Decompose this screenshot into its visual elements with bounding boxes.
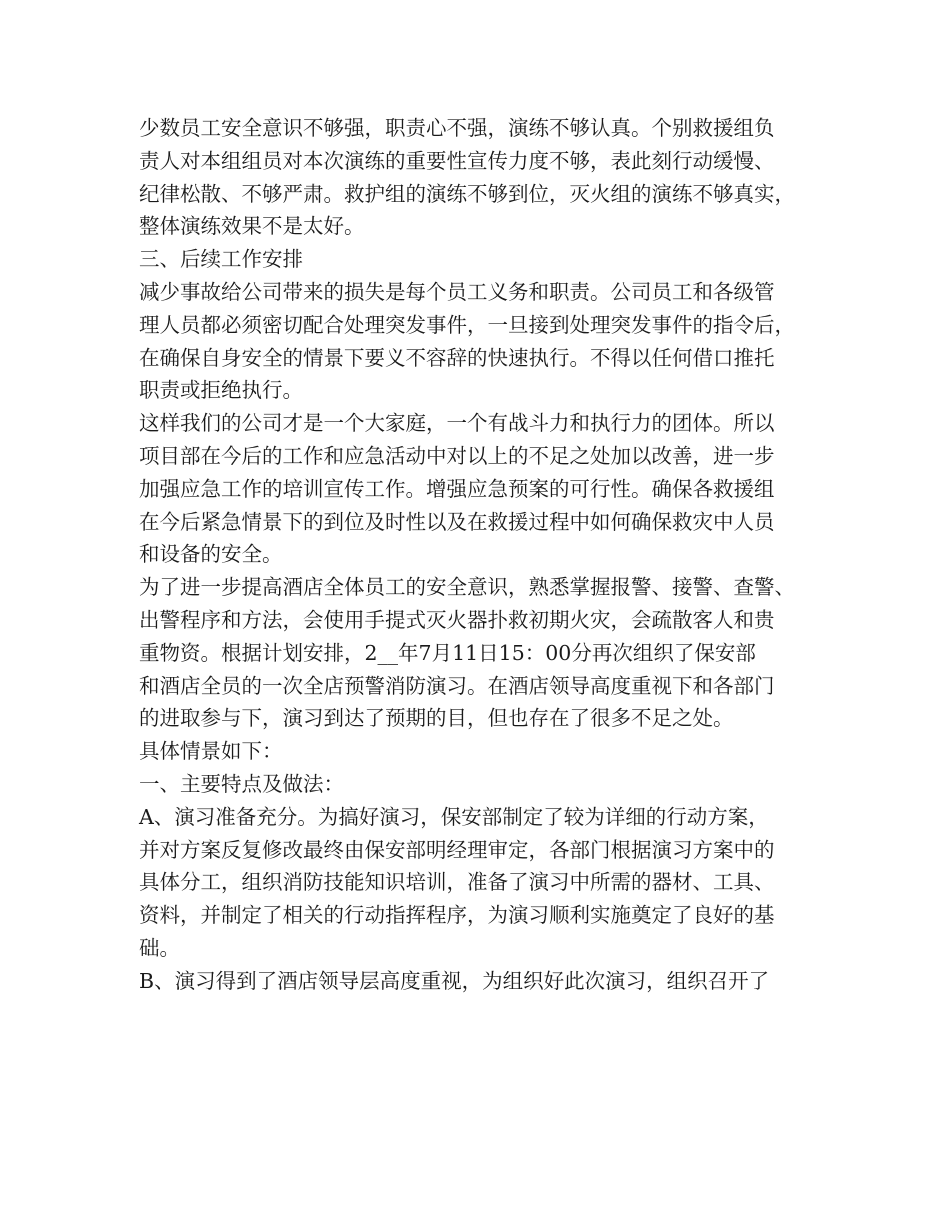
- text-line-22: A、演习准备充分。为搞好演习，保安部制定了较为详细的行动方案，: [139, 804, 769, 829]
- text-line-27: B、演习得到了酒店领导层高度重视，为组织好此次演习，组织召开了: [139, 968, 770, 993]
- text-line-14: 和设备的安全。: [139, 542, 283, 567]
- text-line-6: 减少事故给公司带来的损失是每个员工义务和职责。公司员工和各级管: [139, 279, 775, 304]
- section-heading-features: 一、主要特点及做法：: [139, 771, 344, 796]
- text-line-8: 在确保自身安全的情景下要义不容辞的快速执行。不得以任何借口推托: [139, 345, 775, 370]
- text-line-7: 理人员都必须密切配合处理突发事件，一旦接到处理突发事件的指令后，: [139, 312, 795, 337]
- text-line-11: 项目部在今后的工作和应急活动中对以上的不足之处加以改善，进一步: [139, 443, 775, 468]
- section-heading-followup: 三、后续工作安排: [139, 247, 303, 272]
- text-line-17: 重物资。根据计划安排，2__年7月11日15：00分再次组织了保安部: [139, 640, 756, 665]
- text-line-20: 具体情景如下：: [139, 739, 283, 764]
- text-line-18: 和酒店全员的一次全店预警消防演习。在酒店领导高度重视下和各部门: [139, 673, 775, 698]
- text-line-19: 的进取参与下，演习到达了预期的目，但也存在了很多不足之处。: [139, 706, 734, 731]
- document-body: [139, 112, 839, 998]
- text-line-2: 责人对本组组员对本次演练的重要性宣传力度不够，表此刻行动缓慢、: [139, 148, 775, 173]
- text-line-3: 纪律松散、不够严肃。救护组的演练不够到位，灭火组的演练不够真实，: [139, 181, 795, 206]
- text-line-24: 具体分工，组织消防技能知识培训，准备了演习中所需的器材、工具、: [139, 870, 775, 895]
- text-line-13: 在今后紧急情景下的到位及时性以及在救援过程中如何确保救灾中人员: [139, 509, 775, 534]
- text-line-23: 并对方案反复修改最终由保安部明经理审定，各部门根据演习方案中的: [139, 837, 775, 862]
- text-line-15: 为了进一步提高酒店全体员工的安全意识，熟悉掌握报警、接警、查警、: [139, 575, 795, 600]
- text-line-12: 加强应急工作的培训宣传工作。增强应急预案的可行性。确保各救援组: [139, 476, 775, 501]
- text-line-9: 职责或拒绝执行。: [139, 378, 303, 403]
- text-line-26: 础。: [139, 935, 180, 960]
- text-line-4: 整体演练效果不是太好。: [139, 214, 365, 239]
- text-line-1: 少数员工安全意识不够强，职责心不强，演练不够认真。个别救援组负: [139, 116, 775, 140]
- text-line-16: 出警程序和方法，会使用手提式灭火器扑救初期火灾，会疏散客人和贵: [139, 607, 775, 632]
- text-line-25: 资料，并制定了相关的行动指挥程序，为演习顺利实施奠定了良好的基: [139, 903, 775, 928]
- text-line-10: 这样我们的公司才是一个大家庭，一个有战斗力和执行力的团体。所以: [139, 411, 775, 436]
